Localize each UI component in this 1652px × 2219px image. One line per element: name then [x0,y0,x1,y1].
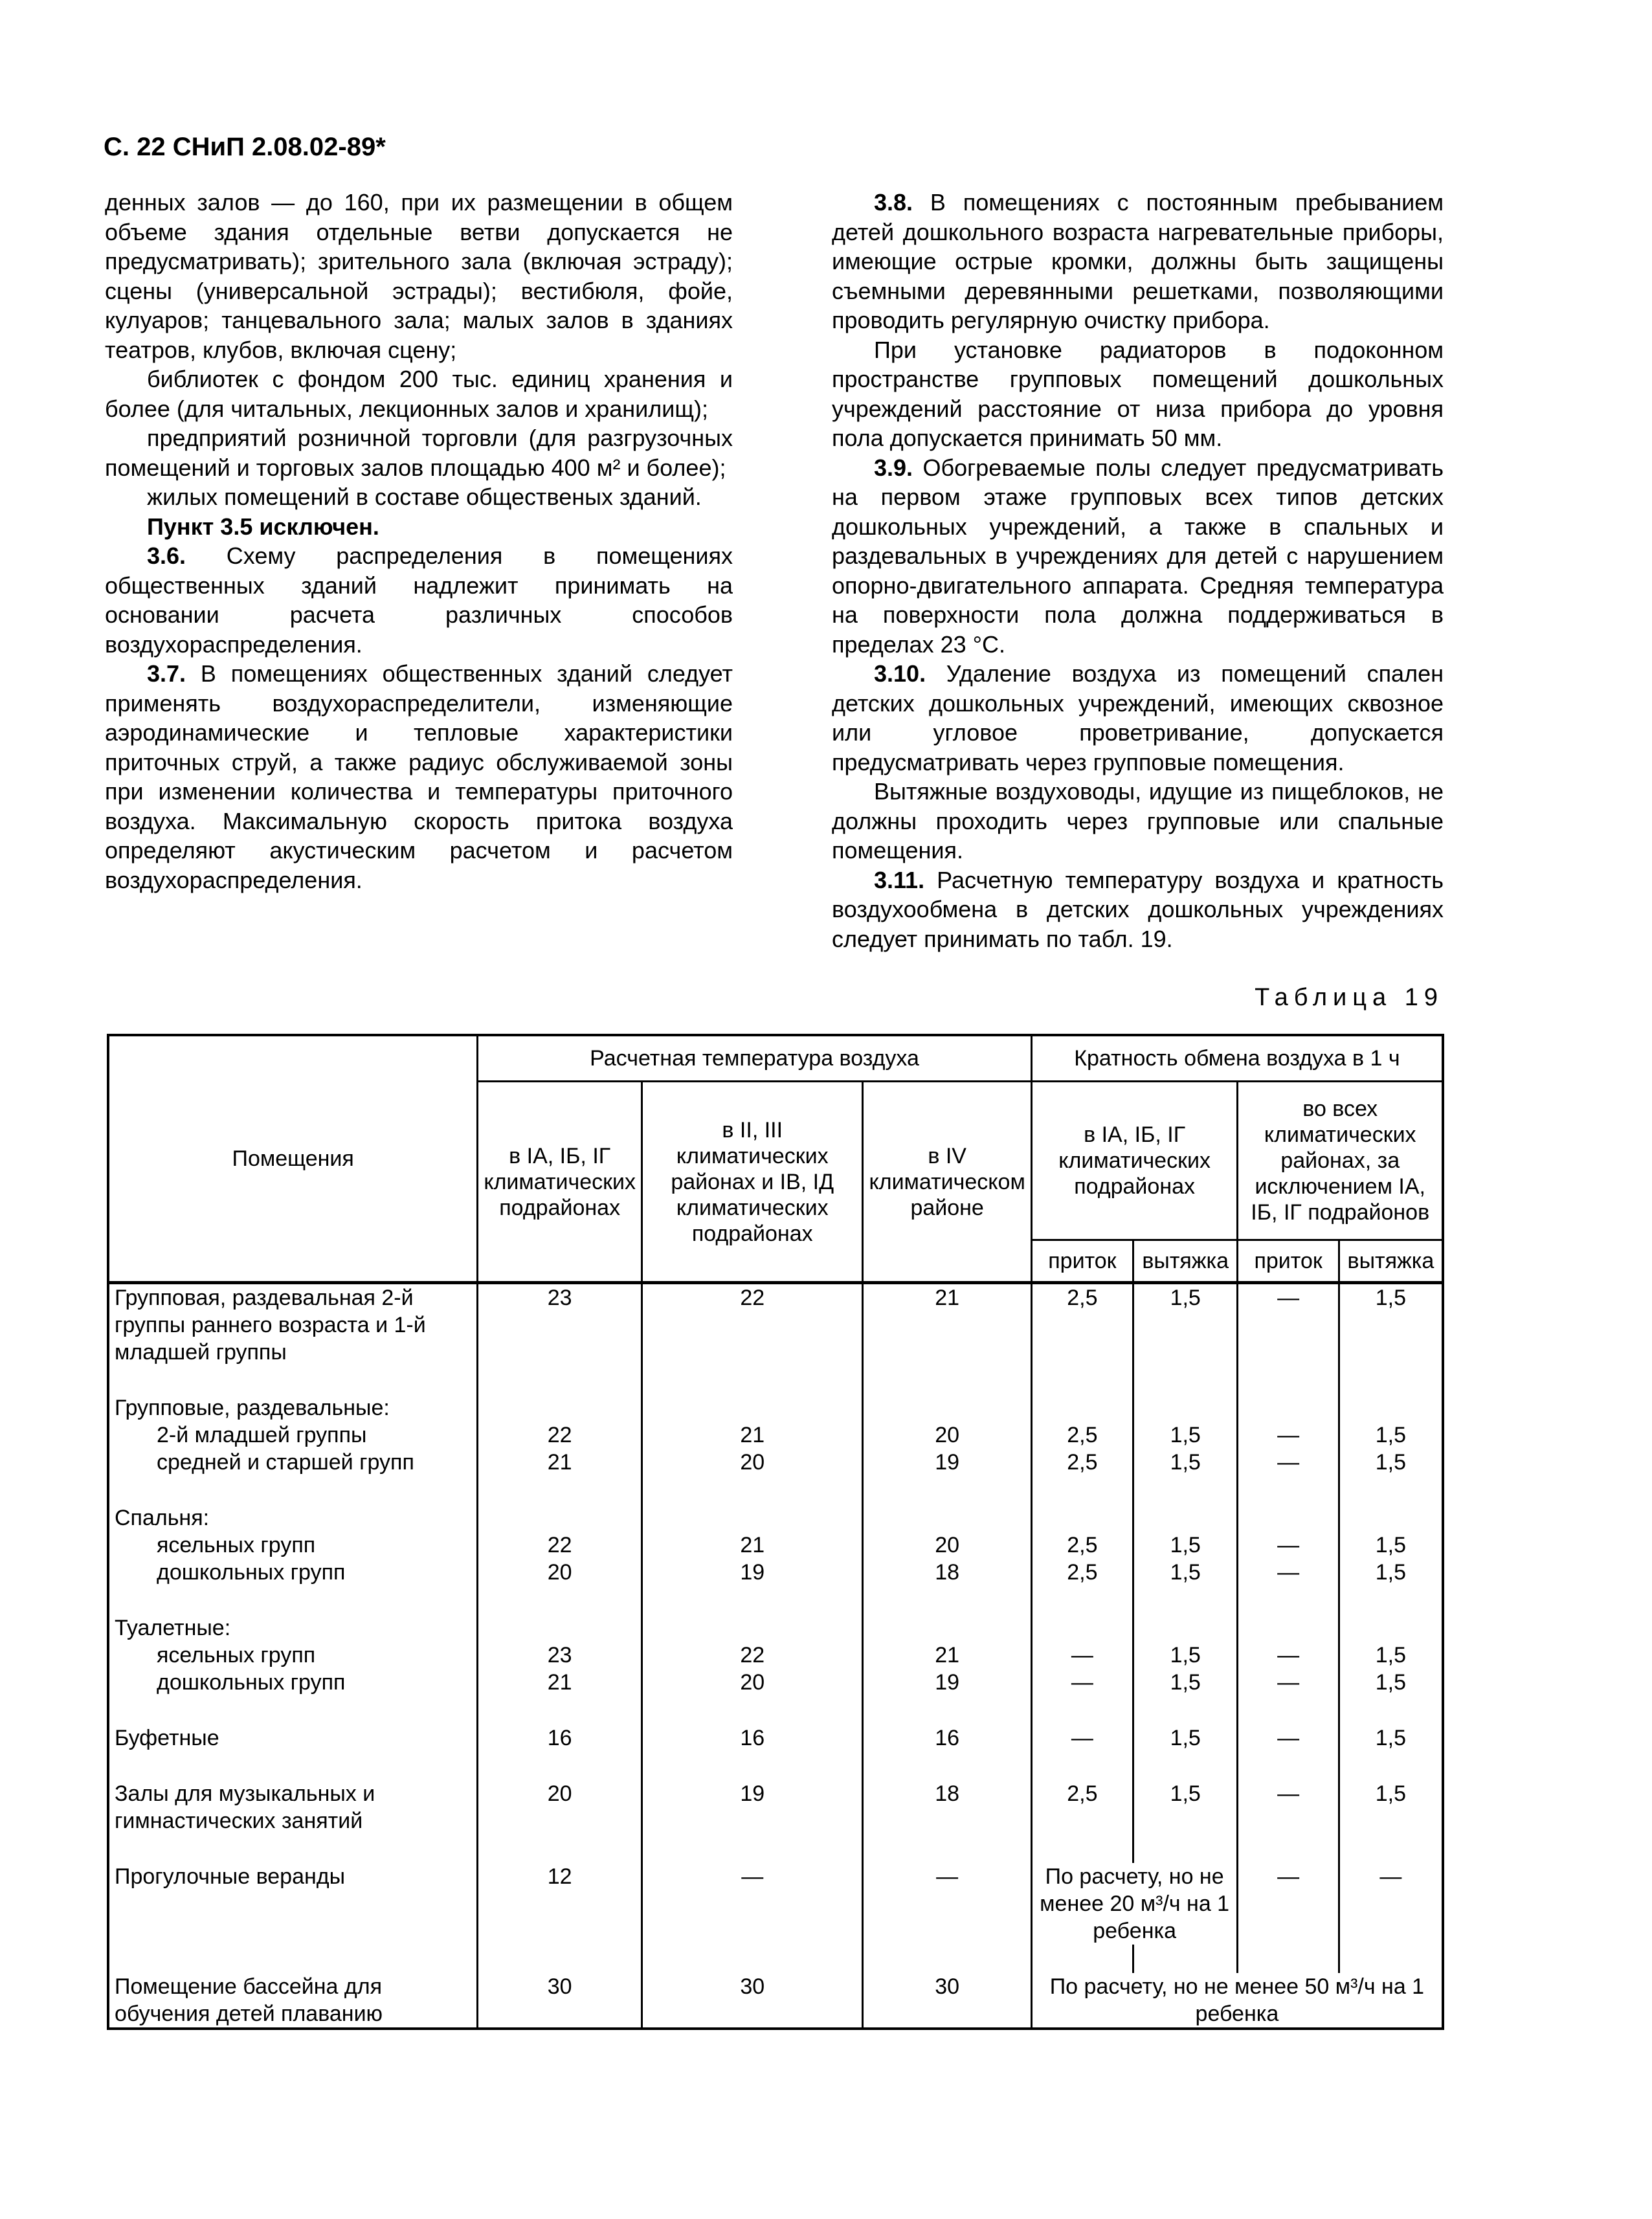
empty-cell [863,1834,1031,1863]
exchange-ia-supply: 2,5 [1031,1422,1133,1449]
empty-cell [1031,1394,1133,1422]
empty-cell [1238,1586,1339,1614]
temp-iv: 19 [863,1449,1031,1476]
table-spacer-row [108,1945,1443,1973]
empty-cell [642,1945,863,1973]
table-spacer-row [108,1834,1443,1863]
table-row [108,1863,1443,1945]
empty-cell [1133,1752,1237,1780]
right-column-paragraph [832,659,1444,777]
empty-cell [1238,1476,1339,1504]
temp-iv: 19 [863,1669,1031,1696]
empty-cell [1031,1696,1133,1724]
left-column-paragraph [105,541,733,659]
empty-cell [1339,1614,1443,1642]
room-name-text: Залы для музыкальных и гимнастических занятий [115,1781,375,1833]
exchange-ia-exhaust: 1,5 [1133,1780,1237,1834]
temp-iv: — [863,1863,1031,1945]
table-row [108,1422,1443,1449]
clause-text: Обогреваемые полы следует предусматривать на первом этаже групповых всех типов детских дошкольных учреждений, а также в спальных и раздевальных в учреждениях для детей с нарушением опорно-двигательного аппарата. Средняя температура на поверхности пола должна поддерживаться в пределах 23 °С. [832,454,1444,658]
empty-cell [1339,1834,1443,1863]
table-spacer-row [108,1586,1443,1614]
exchange-other-exhaust: 1,5 [1339,1422,1443,1449]
empty-cell [1031,1476,1133,1504]
table-row [108,1669,1443,1696]
room-name [108,1283,478,1366]
temp-iv: 18 [863,1559,1031,1586]
table-row [108,1780,1443,1834]
empty-cell [863,1945,1031,1973]
temp-iv: 18 [863,1780,1031,1834]
temp-ii-iii: — [642,1863,863,1945]
exchange-other-supply: — [1238,1669,1339,1696]
left-column-paragraph [105,512,733,542]
empty-cell [863,1476,1031,1504]
temp-ii-iii: 19 [642,1780,863,1834]
header-temp-group: Расчетная температура воздуха [478,1035,1031,1082]
table-spacer-row [108,1476,1443,1504]
temp-ii-iii: 20 [642,1449,863,1476]
exchange-ia-supply: — [1031,1642,1133,1669]
table-row [108,1449,1443,1476]
exchange-ia-exhaust: 1,5 [1133,1532,1237,1559]
exchange-other-exhaust: 1,5 [1339,1780,1443,1834]
exchange-other-exhaust: — [1339,1863,1443,1945]
exchange-ia-supply: 2,5 [1031,1449,1133,1476]
exchange-other-exhaust: 1,5 [1339,1449,1443,1476]
empty-cell [1339,1586,1443,1614]
header-temp-col-1: в IА, IБ, IГ климатических подрайонах [478,1082,642,1283]
temp-iv: 30 [863,1973,1031,2029]
empty-cell [108,1586,478,1614]
room-name-text: дошкольных групп [157,1560,346,1585]
left-column-paragraph: библиотек с фондом 200 тыс. единиц хранения и более (для читальных, лекционных залов и хранилищ); [105,366,733,422]
temp-ii-iii: 16 [642,1724,863,1752]
right-column-paragraph: При установке радиаторов в подоконном пространстве групповых помещений дошкольных учреждений расстояние от низа прибора до уровня пола допускается принимать 50 мм. [832,336,1444,451]
empty-cell [478,1366,642,1394]
empty-cell [1133,1945,1237,1973]
room-name [108,1973,478,2029]
temp-ia-ib-ig: 12 [478,1863,642,1945]
empty-cell [1133,1504,1237,1532]
empty-cell [863,1614,1031,1642]
empty-cell [1339,1476,1443,1504]
temp-iv: 21 [863,1642,1031,1669]
empty-cell [1031,1366,1133,1394]
clause-text: Схему распределения в помещениях общественных зданий надлежит принимать на основании расчета различных способов воздухораспределения. [105,542,733,658]
exchange-ia-merged-note: По расчету, но не менее 20 м³/ч на 1 ребенка [1031,1863,1238,1945]
empty-cell [478,1586,642,1614]
clause-text: В помещениях с постоянным пребыванием детей дошкольного возраста нагревательные приборы, имеющие острые кромки, должны быть защищены съемными деревянными решетками, позволяющими проводить регулярную очистку прибора. [832,189,1444,333]
exchange-other-supply: — [1238,1283,1339,1366]
room-name-text: Групповая, раздевальная 2-й группы раннего возраста и 1-й младшей группы [115,1286,426,1365]
room-name [108,1724,478,1752]
empty-cell [1238,1366,1339,1394]
room-name-text: Буфетные [115,1726,219,1750]
temp-ia-ib-ig: 22 [478,1532,642,1559]
temp-iv: 20 [863,1532,1031,1559]
empty-cell [478,1834,642,1863]
table-group-row [108,1504,1443,1532]
empty-cell [478,1614,642,1642]
empty-cell [1339,1752,1443,1780]
room-name [108,1780,478,1834]
exchange-ia-supply: 2,5 [1031,1532,1133,1559]
temp-iv: 21 [863,1283,1031,1366]
empty-cell [1133,1366,1237,1394]
clause-text: В помещениях общественных зданий следует применять воздухораспределители, изменяющие аэродинамические и тепловые характеристики приточных струй, а также радиус обслуживаемой зоны при изменении количества и температуры приточного воздуха. Максимальную скорость притока воздуха определяют акустическим расчетом и расчетом воздухораспределения. [105,660,733,893]
page-header: С. 22 СНиП 2.08.02-89* [104,133,386,161]
exchange-ia-supply: 2,5 [1031,1283,1133,1366]
room-name [108,1642,478,1669]
empty-cell [108,1476,478,1504]
left-column-paragraph: жилых помещений в составе общественых зданий. [147,484,702,510]
temp-ii-iii: 22 [642,1283,863,1366]
exchange-other-exhaust: 1,5 [1339,1532,1443,1559]
room-group-label: Групповые, раздевальные: [108,1394,478,1422]
table-row [108,1973,1443,2029]
empty-cell [1238,1614,1339,1642]
empty-cell [1031,1834,1133,1863]
empty-cell [1031,1504,1133,1532]
empty-cell [1133,1696,1237,1724]
empty-cell [1133,1834,1237,1863]
empty-cell [478,1696,642,1724]
empty-cell [478,1945,642,1973]
empty-cell [1133,1394,1237,1422]
room-name-text: Помещение бассейна для обучения детей плаванию [115,1974,383,2026]
empty-cell [863,1366,1031,1394]
empty-cell [1339,1394,1443,1422]
empty-cell [642,1834,863,1863]
empty-cell [1238,1752,1339,1780]
empty-cell [1339,1945,1443,1973]
room-name [108,1863,478,1945]
table-row [108,1283,1443,1366]
table-row [108,1559,1443,1586]
exchange-other-supply: — [1238,1724,1339,1752]
empty-cell [1238,1504,1339,1532]
empty-cell [863,1504,1031,1532]
temp-ia-ib-ig: 23 [478,1283,642,1366]
room-name [108,1422,478,1449]
room-name [108,1449,478,1476]
right-column [832,188,1444,953]
empty-cell [642,1586,863,1614]
empty-cell [863,1586,1031,1614]
room-name [108,1669,478,1696]
exchange-other-supply: — [1238,1863,1339,1945]
right-column-paragraph [832,453,1444,660]
table-spacer-row [108,1752,1443,1780]
exchange-other-supply: — [1238,1559,1339,1586]
exchange-ia-supply: 2,5 [1031,1780,1133,1834]
empty-cell [1031,1752,1133,1780]
room-name-text: Прогулочные веранды [115,1864,346,1889]
header-temp-col-2: в II, III климатических районах и IВ, IД климатических подрайонах [642,1082,863,1283]
empty-cell [642,1394,863,1422]
empty-cell [1238,1945,1339,1973]
clause-number: 3.7. [147,660,186,687]
room-name-text: средней и старшей групп [157,1450,414,1475]
exchange-ia-exhaust: 1,5 [1133,1559,1237,1586]
empty-cell [1339,1366,1443,1394]
empty-cell [1133,1614,1237,1642]
exchange-ia-exhaust: 1,5 [1133,1422,1237,1449]
temp-ia-ib-ig: 21 [478,1449,642,1476]
empty-cell [863,1752,1031,1780]
exchange-ia-supply: 2,5 [1031,1559,1133,1586]
clause-number: 3.9. [874,454,913,481]
room-name-text: 2-й младшей группы [157,1423,367,1447]
table-group-row [108,1614,1443,1642]
empty-cell [1238,1696,1339,1724]
temp-iv: 20 [863,1422,1031,1449]
room-name-text: ясельных групп [157,1643,316,1667]
empty-cell [1339,1696,1443,1724]
exchange-other-exhaust: 1,5 [1339,1283,1443,1366]
room-group-label: Спальня: [108,1504,478,1532]
header-sub-supply-2: приток [1238,1240,1339,1283]
left-column-paragraph [105,659,733,895]
room-name [108,1532,478,1559]
header-sub-supply-1: приток [1031,1240,1133,1283]
temp-ia-ib-ig: 20 [478,1559,642,1586]
header-sub-exhaust-2: вытяжка [1339,1240,1443,1283]
empty-cell [478,1476,642,1504]
room-name [108,1559,478,1586]
table-spacer-row [108,1696,1443,1724]
empty-cell [1238,1394,1339,1422]
exchange-ia-exhaust: 1,5 [1133,1449,1237,1476]
table-row [108,1532,1443,1559]
right-column-paragraph [832,865,1444,954]
empty-cell [1238,1834,1339,1863]
room-name-text: ясельных групп [157,1533,316,1557]
table-group-row [108,1394,1443,1422]
clause-text: Расчетную температуру воздуха и кратность воздухообмена в детских дошкольных учреждениях следует принимать по табл. 19. [832,866,1444,952]
temp-ia-ib-ig: 30 [478,1973,642,2029]
table-row [108,1642,1443,1669]
clause-number: 3.11. [874,866,925,893]
header-rooms: Помещения [108,1035,478,1283]
table-19 [107,1034,1444,2030]
empty-cell [642,1476,863,1504]
exchange-ia-exhaust: 1,5 [1133,1724,1237,1752]
exchange-other-supply: — [1238,1422,1339,1449]
temp-ii-iii: 30 [642,1973,863,2029]
empty-cell [1031,1614,1133,1642]
empty-cell [642,1614,863,1642]
empty-cell [1031,1586,1133,1614]
empty-cell [1339,1504,1443,1532]
temp-ia-ib-ig: 22 [478,1422,642,1449]
empty-cell [1133,1586,1237,1614]
empty-cell [863,1696,1031,1724]
exchange-other-supply: — [1238,1642,1339,1669]
empty-cell [863,1394,1031,1422]
exchange-ia-exhaust: 1,5 [1133,1283,1237,1366]
empty-cell [642,1366,863,1394]
header-exchange-col-2: во всех климатических районах, за исключением IА, IБ, IГ подрайонов [1238,1082,1443,1240]
table-spacer-row [108,1366,1443,1394]
exchange-other-supply: — [1238,1780,1339,1834]
header-sub-exhaust-1: вытяжка [1133,1240,1237,1283]
temp-ii-iii: 21 [642,1532,863,1559]
exchange-ia-supply: — [1031,1669,1133,1696]
clause-number: 3.8. [874,189,913,216]
temp-ia-ib-ig: 23 [478,1642,642,1669]
temp-ii-iii: 21 [642,1422,863,1449]
temp-ii-iii: 19 [642,1559,863,1586]
clause-number: 3.10. [874,660,926,687]
temp-ia-ib-ig: 16 [478,1724,642,1752]
right-column-paragraph: Вытяжные воздуховоды, идущие из пищеблоков, не должны проходить через групповые или спальные помещения. [832,778,1444,864]
exchange-ia-exhaust: 1,5 [1133,1642,1237,1669]
empty-cell [108,1752,478,1780]
exchange-ia-supply: — [1031,1724,1133,1752]
header-exchange-col-1: в IА, IБ, IГ климатических подрайонах [1031,1082,1238,1240]
header-temp-col-3: в IV климатическом районе [863,1082,1031,1283]
clause-text: Удаление воздуха из помещений спален детских дошкольных учреждений, имеющих сквозное или угловое проветривание, допускается предусматривать через групповые помещения. [832,660,1444,775]
temp-ii-iii: 20 [642,1669,863,1696]
left-column-paragraph: предприятий розничной торговли (для разгрузочных помещений и торговых залов площадью 400 м² и более); [105,425,733,481]
empty-cell [478,1752,642,1780]
exchange-other-supply: — [1238,1532,1339,1559]
exchange-other-exhaust: 1,5 [1339,1724,1443,1752]
right-column-paragraph [832,188,1444,335]
header-exchange-group: Кратность обмена воздуха в 1 ч [1031,1035,1443,1082]
empty-cell [108,1945,478,1973]
empty-cell [1031,1945,1133,1973]
empty-cell [478,1504,642,1532]
table-row [108,1724,1443,1752]
exchange-other-exhaust: 1,5 [1339,1669,1443,1696]
exchange-other-exhaust: 1,5 [1339,1642,1443,1669]
empty-cell [642,1696,863,1724]
empty-cell [478,1394,642,1422]
exchange-merged-note: По расчету, но не менее 50 м³/ч на 1 ребенка [1031,1973,1443,2029]
exchange-ia-exhaust: 1,5 [1133,1669,1237,1696]
room-name-text: дошкольных групп [157,1670,346,1695]
temp-ia-ib-ig: 21 [478,1669,642,1696]
left-column [105,188,733,895]
empty-cell [108,1366,478,1394]
temp-ia-ib-ig: 20 [478,1780,642,1834]
empty-cell [642,1504,863,1532]
clause-number: 3.6. [147,542,186,569]
room-group-label: Туалетные: [108,1614,478,1642]
temp-ii-iii: 22 [642,1642,863,1669]
empty-cell [108,1696,478,1724]
excluded-clause-note: Пункт 3.5 исключен. [147,513,379,540]
table-caption: Таблица 19 [1255,984,1444,1011]
empty-cell [642,1752,863,1780]
exchange-other-exhaust: 1,5 [1339,1559,1443,1586]
empty-cell [1133,1476,1237,1504]
exchange-other-supply: — [1238,1449,1339,1476]
left-column-paragraph: денных залов — до 160, при их размещении в общем объеме здания отдельные ветви допускается не предусматривать); зрительного зала (включая эстраду); сцены (универсальной эстрады); вестибюля, фойе, кулуаров; танцевального зала; малых залов в зданиях театров, клубов, включая сцену; [105,189,733,363]
empty-cell [108,1834,478,1863]
temp-iv: 16 [863,1724,1031,1752]
